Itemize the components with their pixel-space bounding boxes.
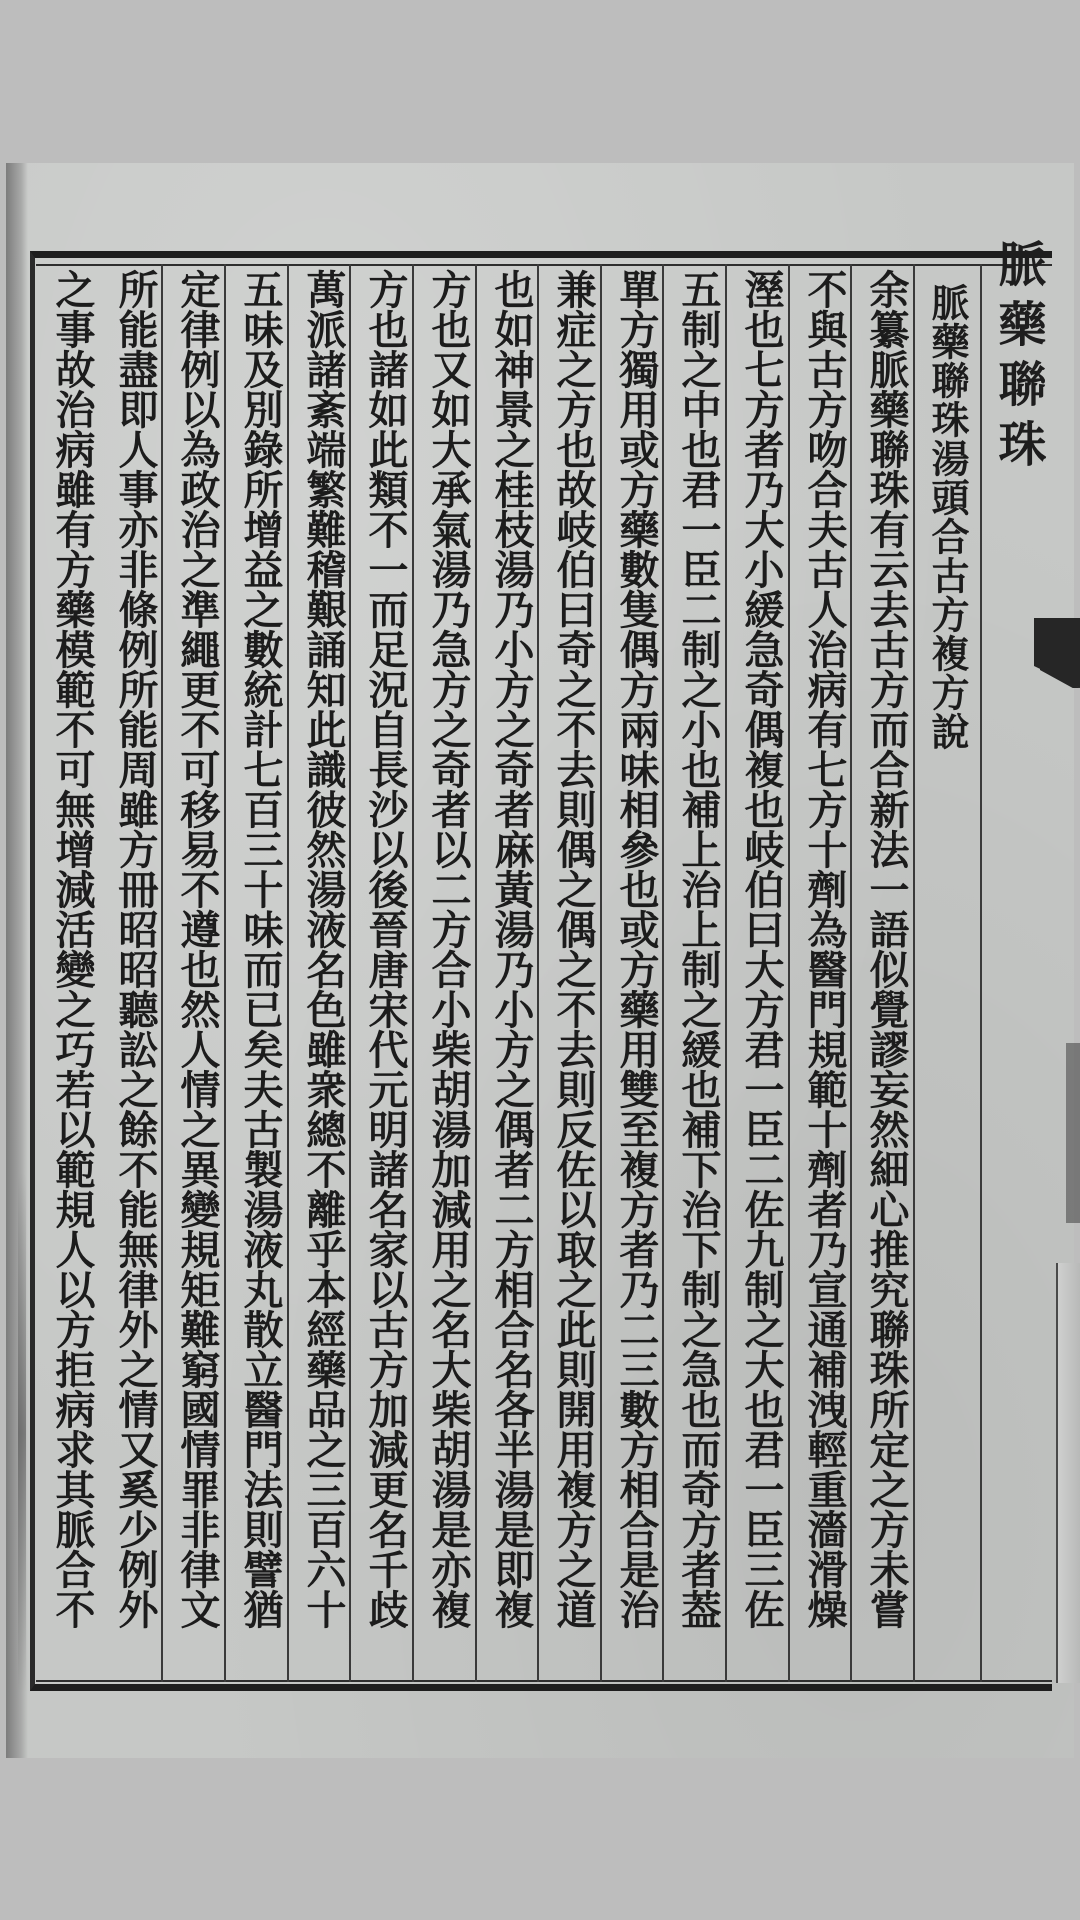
- text-column: 定律例以為政治之準繩更不可移易不遵也然人情之異變規矩難窮國情罪非律文: [174, 269, 221, 1629]
- text-column: 方也又如大承氣湯乃急方之奇者以二方合小柴胡湯加減用之名大柴胡湯是亦複: [425, 269, 472, 1629]
- text-column: 不與古方吻合夫古人治病有七方十劑為醫門規範十劑者乃宣通補洩輕重濇滑燥: [801, 269, 848, 1629]
- text-column: 余纂脈藥聯珠有云去古方而合新法一語似覺謬妄然細心推究聯珠所定之方未嘗: [863, 269, 910, 1629]
- fold-title: 脈藥聯珠: [990, 239, 1046, 479]
- text-column: 五味及別錄所增益之數統計七百三十味而已矣夫古製湯液丸散立醫門法則譬猶: [237, 269, 284, 1629]
- text-column: 溼也七方者乃大小緩急奇偶複也岐伯曰大方君一臣二佐九制之大也君一臣三佐: [738, 269, 785, 1629]
- text-column: 之事故治病雖有方藥模範不可無增減活變之巧若以範規人以方拒病求其脈合不: [49, 269, 96, 1629]
- text-column: 兼症之方也故岐伯曰奇之不去則偶之偶之不去則反佐以取之此則開用複方之道: [550, 269, 597, 1629]
- scanned-page: [6, 163, 1074, 1758]
- column-rule: [980, 264, 982, 1682]
- text-column: 萬派諸紊端繁難稽艱誦知此識彼然湯液名色雖衆總不離乎本經藥品之三百六十: [300, 269, 347, 1629]
- text-column: 所能盡即人事亦非條例所能周雖方冊昭昭聽訟之餘不能無律外之情又奚少例外: [112, 269, 159, 1629]
- fold-page-mark: [1066, 1043, 1080, 1223]
- text-column: 單方獨用或方藥數隻偶方兩味相參也或方藥用雙至複方者乃二三數方相合是治: [613, 269, 660, 1629]
- text-column: 方也諸如此類不一而足況自長沙以後晉唐宋代元明諸名家以古方加減更名千歧: [362, 269, 409, 1629]
- section-title: 脈藥聯珠湯頭合古方複方說: [925, 283, 970, 751]
- text-column: 也如神景之桂枝湯乃小方之奇者麻黃湯乃小方之偶者二方相合名各半湯是即複: [488, 269, 535, 1629]
- margin-smudge: [18, 1173, 26, 1693]
- text-column: 五制之中也君一臣二制之小也補上治上制之緩也補下治下制之急也而奇方者葢: [675, 269, 722, 1629]
- fishtail-mark: [1034, 618, 1080, 688]
- fold-lower-bar: [1056, 1263, 1080, 1683]
